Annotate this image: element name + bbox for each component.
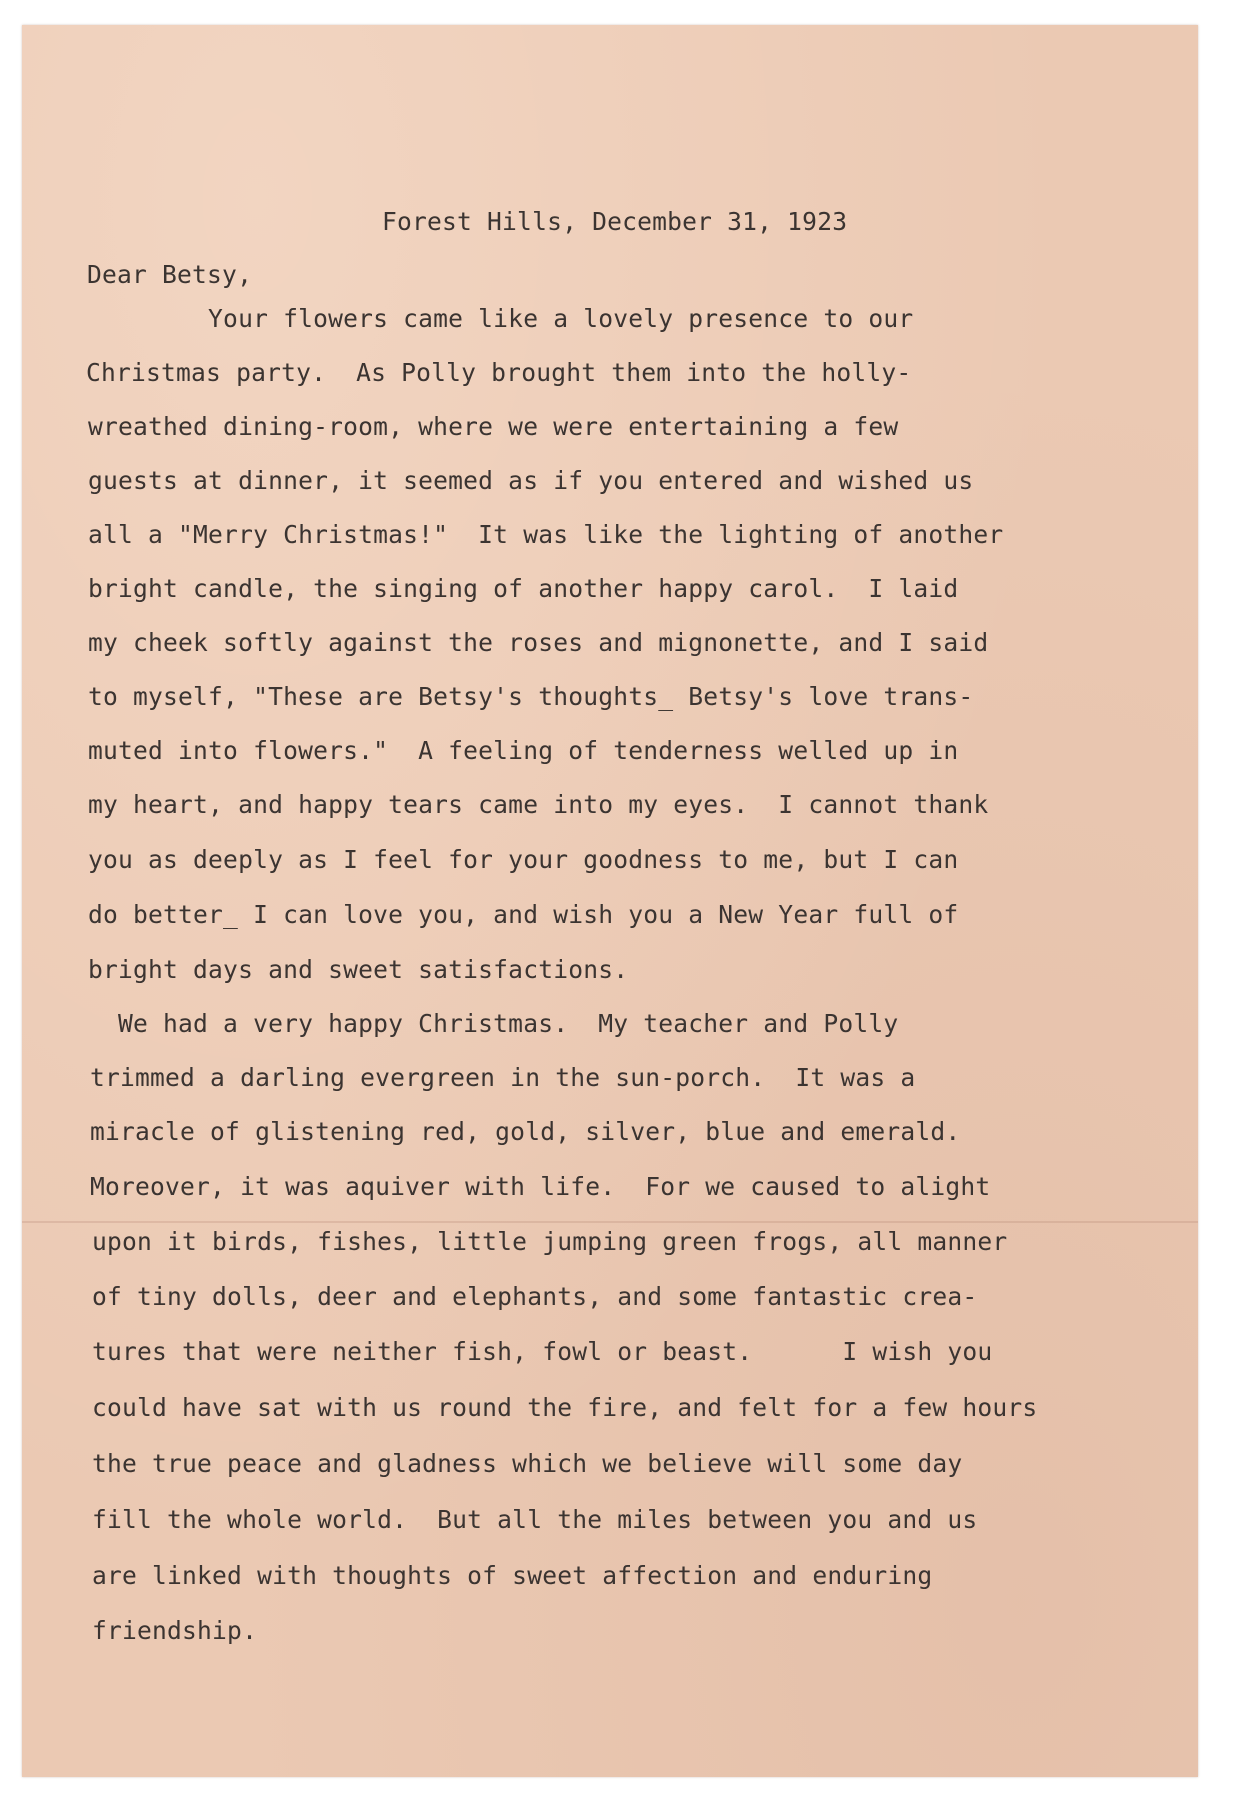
body-line-1: Your flowers came like a lovely presence to our xyxy=(88,304,914,333)
body-line-8: to myself, "These are Betsy's thoughts_ Betsy's love trans- xyxy=(88,682,974,711)
letter-page xyxy=(22,25,1198,1777)
salutation: Dear Betsy, xyxy=(87,260,253,289)
body-line-2: Christmas party. As Polly brought them into the holly- xyxy=(86,358,912,387)
body-line-18: upon it birds, fishes, little jumping green frogs, all manner xyxy=(92,1227,1008,1256)
dateline: Forest Hills, December 31, 1923 xyxy=(382,207,848,236)
body-line-21: could have sat with us round the fire, and felt for a few hours xyxy=(92,1393,1038,1422)
body-line-16: miracle of glistening red, gold, silver, blue and emerald. xyxy=(90,1117,961,1146)
body-line-23: fill the whole world. But all the miles between you and us xyxy=(92,1505,978,1534)
body-line-11: you as deeply as I feel for your goodness to me, but I can xyxy=(88,845,959,874)
body-line-19: of tiny dolls, deer and elephants, and some fantastic crea- xyxy=(92,1282,978,1311)
body-line-24: are linked with thoughts of sweet affection and enduring xyxy=(92,1561,933,1590)
body-line-13: bright days and sweet satisfactions. xyxy=(88,955,629,984)
body-line-4: guests at dinner, it seemed as if you entered and wished us xyxy=(88,466,974,495)
body-line-20: tures that were neither fish, fowl or beast. I wish you xyxy=(92,1337,993,1366)
body-line-25: friendship. xyxy=(92,1616,258,1645)
body-line-6: bright candle, the singing of another happy carol. I laid xyxy=(88,574,959,603)
body-line-5: all a "Merry Christmas!" It was like the lighting of another xyxy=(88,520,1004,549)
body-line-15: trimmed a darling evergreen in the sun-porch. It was a xyxy=(90,1063,916,1092)
body-line-9: muted into flowers." A feeling of tenderness welled up in xyxy=(88,736,959,765)
paper-fold-line xyxy=(22,1221,1198,1223)
body-line-22: the true peace and gladness which we believe will some day xyxy=(92,1449,963,1478)
body-line-17: Moreover, it was aquiver with life. For we caused to alight xyxy=(90,1172,991,1201)
body-line-7: my cheek softly against the roses and mignonette, and I said xyxy=(88,628,989,657)
body-line-3: wreathed dining-room, where we were entertaining a few xyxy=(88,412,899,441)
body-line-12: do better_ I can love you, and wish you a New Year full of xyxy=(88,900,959,929)
body-line-10: my heart, and happy tears came into my eyes. I cannot thank xyxy=(88,790,989,819)
body-line-14: We had a very happy Christmas. My teacher and Polly xyxy=(88,1009,899,1038)
